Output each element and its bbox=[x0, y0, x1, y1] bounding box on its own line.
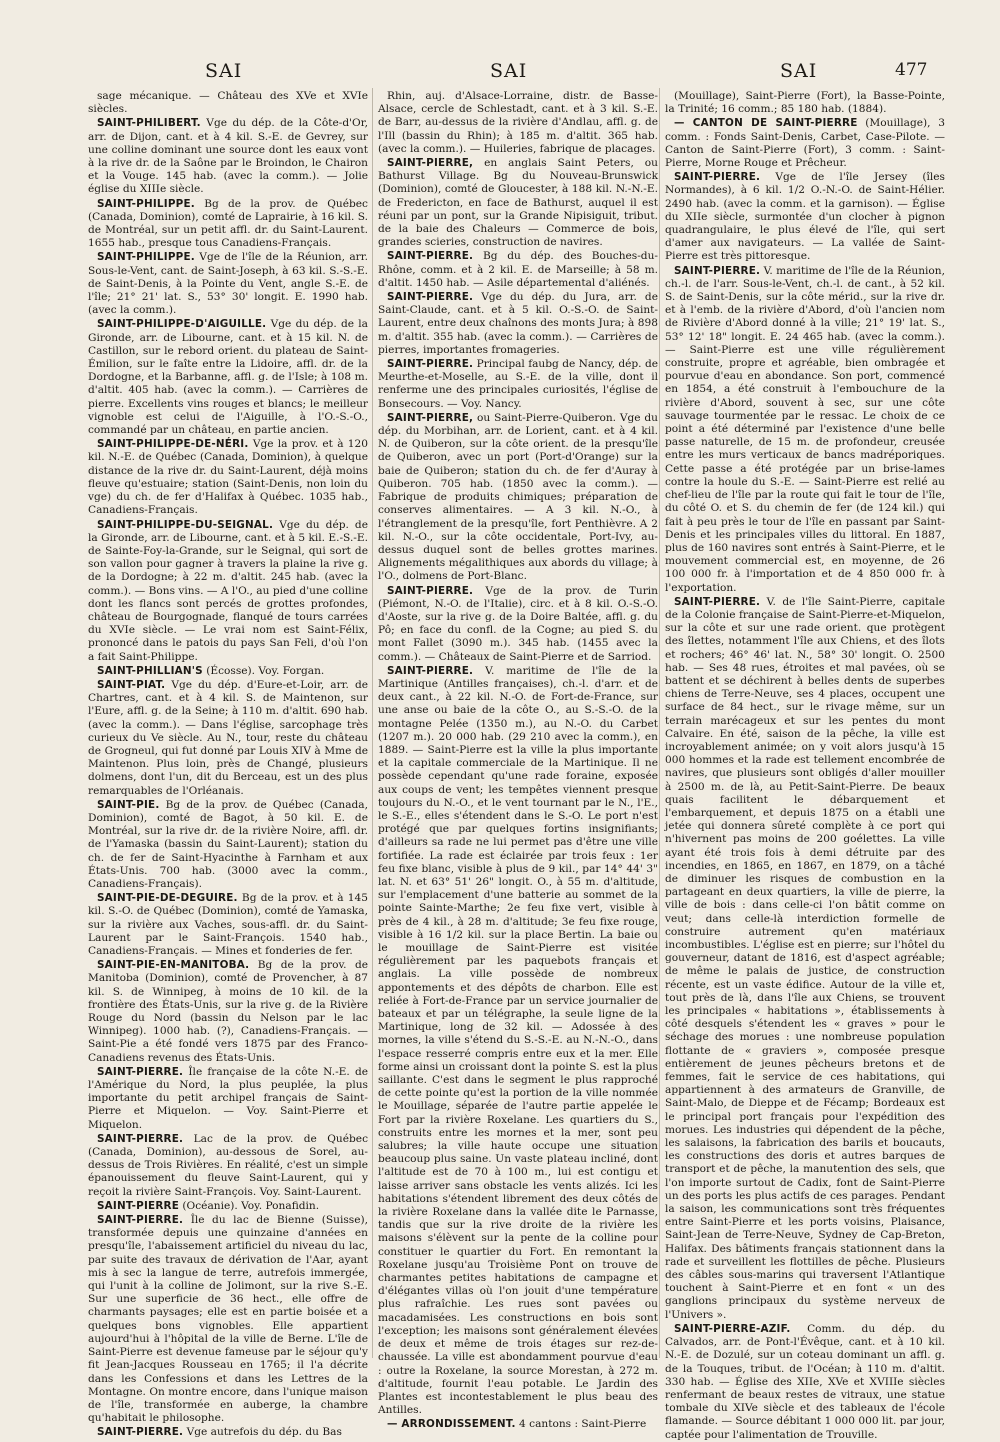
entry-text: (Océanie). Voy. Ponafidin. bbox=[182, 1199, 320, 1212]
entry-headword: SAINT-PIERRE bbox=[97, 1199, 180, 1212]
dictionary-entry bbox=[88, 679, 368, 798]
entry-headword: SAINT-PIERRE. bbox=[387, 664, 474, 677]
dictionary-entry bbox=[88, 318, 368, 437]
dictionary-entry bbox=[88, 1066, 368, 1132]
entry-headword: SAINT-PIERRE. bbox=[387, 250, 474, 263]
entry-text: ou Saint-Pierre-Quiberon. Vge du dép. du Morbihan, arr. de Lorient, cant. et à 4 kil. N. de Quiberon, sur la côte orient. de la presqu'île de Quiberon, avec un port (Port-d'Orange) sur la baie de Quiberon; station du ch. de fer d'Auray à Quiberon. 705 hab. (1850 avec la comm.). — Fabrique de produits chimiques; préparation de conserves alimentaires. — A 3 kil. N.-O., à l'étranglement de la presqu'île, fort Penthièvre. A 2 kil. N.-O., sur la côte occidentale, Port-Ivy, au-dessus duquel sont de belles grottes marines. Alignements mégalithiques aux abords du village; à l'O., dolmens de Port-Blanc. bbox=[378, 411, 658, 583]
entry-text: Principal faubg de Nancy, dép. de Meurthe-et-Moselle, au S.-E. de la ville, dont il renferme une des principales curiosités, l'église de Bonsecours. — Voy. Nancy. bbox=[378, 358, 658, 410]
entry-text: Comm. du dép. du Calvados, arr. de Pont-l'Évêque, cant. et à 10 kil. N.-E. de Dozulé, sur un coteau dominant un affl. g. de la Touques, tribut. de l'Océan; à 110 m. d'altit. 330 hab. — Église des XIIe, XVe et XVIIIe siècles renfermant de beaux restes de vitraux, une statue tombale du XIVe siècle et des tableaux de l'école flamande. — Source débitant 1 000 000 lit. par jour, captée pour l'alimentation de Trouville. bbox=[665, 1322, 946, 1441]
dictionary-entry bbox=[88, 799, 368, 891]
entry-headword: SAINT-PIERRE. bbox=[674, 264, 761, 277]
dictionary-entry bbox=[378, 665, 658, 1418]
dictionary-entry bbox=[88, 1426, 368, 1439]
dictionary-entry bbox=[88, 251, 368, 317]
entry-text: Vge du dép. de la Côte-d'Or, arr. de Dijon, cant. et à 4 kil. S.-E. de Gevrey, sur une colline dominant une source dont les eaux vont à la rive dr. de la Saône par le Broindon, le Chairon et la Vouge. 145 hab. (avec la comm.). — Jolie église du XIIIe siècle. bbox=[88, 117, 368, 196]
entry-text: Vge de la prov. de Turin (Piémont, N.-O. de l'Italie), circ. et à 8 kil. O.-S.-O. d'Aoste, sur la rive g. de la Doire Baltée, affl. g. du Pô; en face du confl. de la Cogne; au pied S. du mont Fallet (3090 m.). 345 hab. (1455 avec la comm.). — Châteaux de Saint-Pierre et de Sarriod. bbox=[378, 584, 658, 663]
entry-headword: SAINT-PIERRE. bbox=[674, 595, 761, 608]
entry-headword: — CANTON DE SAINT-PIERRE bbox=[674, 117, 858, 130]
dictionary-entry bbox=[88, 959, 368, 1065]
dictionary-entry bbox=[665, 117, 945, 170]
entry-text: Vge de l'île Jersey (îles Normandes), à 6 kil. 1/2 O.-N.-O. de Saint-Hélier. 2490 hab. (avec la comm. et la garnison). — Église du XIIe siècle, surmontée d'un clocher à pignon quadrangulaire, le plus élevé de l'île, qui sert d'amer aux navigateurs. — La vallée de Saint-Pierre est très pittoresque. bbox=[665, 171, 945, 263]
column-1 bbox=[88, 90, 369, 1439]
entry-headword: SAINT-PIERRE-AZIF. bbox=[674, 1322, 791, 1335]
entry-text: Île française de la côte N.-E. de l'Amérique du Nord, la plus peuplée, la plus importante du petit archipel français de Saint-Pierre et Miquelon. — Voy. Saint-Pierre et Miquelon. bbox=[88, 1065, 369, 1131]
entry-text: (Écosse). Voy. Forgan. bbox=[206, 664, 325, 677]
dictionary-entry bbox=[88, 198, 368, 251]
dictionary-entry bbox=[665, 171, 945, 263]
running-head-left: SAI bbox=[205, 60, 243, 82]
dictionary-entry bbox=[88, 1200, 368, 1213]
entry-headword: SAINT-PIERRE, bbox=[387, 157, 474, 170]
dictionary-entry bbox=[88, 1214, 368, 1425]
dictionary-entry bbox=[665, 1323, 945, 1442]
entry-text: Bg de la prov. et à 145 kil. S.-O. de Québec (Dominion), comté de Yamaska, sur la rivière aux Vaches, sous-affl. dr. du Saint-Laurent par le Saint-François. 1540 hab., Canadiens-Français. — Mines et fonderies de fer. bbox=[88, 892, 368, 957]
dictionary-entry bbox=[378, 250, 658, 290]
dictionary-entry bbox=[378, 90, 658, 156]
entry-text: Vge du dép. de la Gironde, arr. de Libourne, cant. et à 15 kil. N. de Castillon, sur le rebord orient. du plateau de Saint-Émilion, sur le faîte entre la Lidoire, affl. dr. de la Dordogne, et la Barbanne, affl. g. de l'Isle; à 108 m. d'altit. 405 hab. (avec la comm.). — Carrières de pierre. Excellents vins rouges et blancs; le meilleur vignoble est celui de l'Aiguille, à l'O.-S.-O., commandé par un château, en partie ancien. bbox=[88, 318, 369, 437]
column-3 bbox=[665, 90, 946, 1441]
running-head-center: SAI bbox=[490, 60, 528, 82]
entry-text: Vge du dép. de la Gironde, arr. de Libourne, cant. et à 5 kil. E.-S.-E. de Sainte-Foy-la-Grande, sur le Seignal, qui sort de son vallon pour gagner à travers la plaine la rive g. de la Dordogne; à 22 m. d'altit. 245 hab. (avec la comm.). — Bons vins. — A l'O., au pied d'une colline dont les flancs sont percés de grottes profondes, château de Bourgognade, flanqué de tours carrées du XVIe siècle. — Le vrai nom est Saint-Félix, prononcé dans le patois du pays San Feli, d'où l'on a fait Saint-Philippe. bbox=[88, 518, 368, 663]
entry-text: 4 cantons : Saint-Pierre bbox=[519, 1418, 647, 1431]
entry-text: Vge la prov. et à 120 kil. N.-E. de Québec (Canada, Dominion), à quelque distance de la rive dr. du Saint-Laurent, déjà moins fleuve qu'estuaire; station (Saint-Denis, non loin du vge) du ch. de fer d'Halifax à Québec. 1035 hab., Canadiens-Français. bbox=[88, 438, 369, 517]
dictionary-entry bbox=[378, 157, 658, 249]
entry-text: Rhin, auj. d'Alsace-Lorraine, distr. de Basse-Alsace, cercle de Schlestadt, cant. et à 3 kil. S.-E. de Barr, au-dessus de la rivière d'Andlau, affl. g. de l'Ill (bassin du Rhin); à 185 m. d'altit. 365 hab. (avec la comm.). — Huileries, fabrique de placages. bbox=[378, 90, 658, 155]
entry-text: Vge autrefois du dép. du Bas bbox=[186, 1426, 342, 1439]
entry-headword: SAINT-PHILIBERT. bbox=[97, 117, 201, 130]
entry-headword: SAINT-PIERRE. bbox=[97, 1214, 184, 1227]
entry-text: Vge du dép. d'Eure-et-Loir, arr. de Chartres, cant. et à 4 kil. S. de Maintenon, sur l'Eure, affl. g. de la Seine; à 110 m. d'altit. 690 hab. (avec la comm.). — Dans l'église, sarcophage très curieux du Ve siècle. Au N., tour, reste du château de Grogneul, qui fut donné par Louis XIV à Mme de Maintenon. Plus loin, près de Changé, plusieurs dolmens, dont l'un, dit du Berceau, est un des plus remarquables de l'Orléanais. bbox=[88, 678, 368, 797]
entry-text: Vge de l'île de la Réunion, arr. Sous-le-Vent, cant. de Saint-Joseph, à 63 kil. S.-S.-E. de Saint-Denis, à la Pointe du Vent, angle S.-E. de l'île; 21° 21' lat. S., 53° 30' longit. E. 1990 hab. (avec la comm.). bbox=[88, 251, 368, 317]
dictionary-entry bbox=[88, 665, 368, 678]
entry-headword: SAINT-PIE-EN-MANITOBA. bbox=[97, 959, 250, 972]
dictionary-entry bbox=[88, 438, 368, 517]
entry-text: Vge du dép. du Jura, arr. de Saint-Claude, cant. et à 5 kil. O.-S.-O. de Saint-Laurent, entre deux chaînons des monts Jura; à 898 m. d'altit. 355 hab. (avec la comm.). — Carrières de pierres, importantes fromageries. bbox=[378, 291, 658, 356]
entry-text: Bg du dép. des Bouches-du-Rhône, comm. et à 2 kil. E. de Marseille; à 58 m. d'altit. 1450 hab. — Asile départemental d'aliénés. bbox=[378, 250, 658, 289]
entry-headword: SAINT-PIE-DE-DEGUIRE. bbox=[97, 892, 238, 905]
entry-text: V. maritime de l'île de la Réunion, ch.-l. de l'arr. Sous-le-Vent, ch.-l. de cant., à 52 kil. S. de Saint-Denis, sur la côte mérid., sur la rive dr. et à l'emb. de la rivière d'Abord, d'où l'ancien nom de Rivière d'Abord donné à la ville; 21° 19' lat. S., 53° 12' 18" longit. E. 24 465 hab. (avec la comm.). — Saint-Pierre est une ville régulièrement construite, propre et agréable, bien ombragée et pourvue d'eau en abondance. Son port, commencé en 1854, a été construit à l'embouchure de la rivière d'Abord, souvent à sec, sur une côte sauvage tourmentée par le ressac. Le choix de ce point a été déterminé par l'existence d'une belle passe naturelle, de 15 m. de profondeur, creusée entre les murs verticaux de bancs madréporiques. Cette passe a été protégée par un brise-lames contre la houle du S.-E. — Saint-Pierre est relié au chef-lieu de l'île par la route qui fait le tour de l'île, du côté O. et S. du chemin de fer (de 124 kil.) qui fait à peu près le tour de l'île en passant par Saint-Denis et les principales villes du littoral. En 1887, plus de 160 navires sont entrés à Saint-Pierre, et le mouvement commercial est, en moyenne, de 26 100 000 fr. à l'importation et de 4 850 000 fr. à l'exportation. bbox=[665, 264, 945, 594]
entry-headword: SAINT-PIERRE. bbox=[387, 358, 474, 371]
dictionary-entry bbox=[378, 291, 658, 357]
entry-headword: SAINT-PIERRE. bbox=[97, 1132, 184, 1145]
entry-headword: SAINT-PHILIPPE. bbox=[97, 251, 195, 264]
entry-text: en anglais Saint Peters, ou Bathurst Village. Bg du Nouveau-Brunswick (Dominion), comté de Gloucester, à 188 kil. N.-N.-E. de Fredericton, en face de Bathurst, auquel il est réuni par un pont, sur la Grande Nipisiguit, tribut. de la baie des Chaleurs — Commerce de bois, grandes scieries, construction de navires. bbox=[378, 157, 658, 249]
page-number: 477 bbox=[895, 60, 928, 80]
entry-text: sage mécanique. — Château des XVe et XVIe siècles. bbox=[88, 90, 368, 116]
entry-headword: SAINT-PHILIPPE-DU-SEIGNAL. bbox=[97, 518, 274, 531]
entry-text: Bg de la prov. de Québec (Canada, Dominion), comté de Laprairie, à 16 kil. S. de Montréal, sur un petit affl. dr. du Saint-Laurent. 1655 hab., presque tous Canadiens-Français. bbox=[88, 197, 368, 250]
entry-text: (Mouillage), Saint-Pierre (Fort), la Basse-Pointe, la Trinité; 16 comm.; 85 180 hab. (1884). bbox=[665, 90, 945, 116]
entry-headword: SAINT-PHILIPPE-DE-NÉRI. bbox=[97, 438, 249, 451]
entry-headword: SAINT-PIERRE. bbox=[97, 1426, 184, 1439]
dictionary-entry bbox=[88, 1133, 368, 1199]
entry-text: Île du lac de Bienne (Suisse), transformée depuis une quinzaine d'années en presqu'île, l'abaissement artificiel du niveau du lac, par suite des travaux de dérivation de l'Aar, ayant mis à sec la langue de terre, autrefois immergée, qui l'unit à la colline de Jolimont, sur la rive S.-E. Sur une superficie de 36 hect., elle offre de charmants paysages; elle est en partie boisée et a quelques bons vignobles. Elle appartient aujourd'hui à l'hôpital de la ville de Berne. L'île de Saint-Pierre est devenue fameuse par le séjour qu'y fit Jean-Jacques Rousseau en 1765; il l'a décrite dans les Confessions et dans les Lettres de la Montagne. On montre encore, dans l'unique maison de l'île, transformée en auberge, la chambre qu'habitait le philosophe. bbox=[88, 1214, 368, 1425]
dictionary-entry bbox=[88, 892, 368, 958]
entry-headword: SAINT-PIAT. bbox=[97, 678, 166, 691]
entry-headword: SAINT-PIE. bbox=[97, 798, 160, 811]
running-head-right: SAI bbox=[780, 60, 818, 82]
column-2 bbox=[378, 90, 658, 1431]
entry-text: (Mouillage), 3 comm. : Fonds Saint-Denis, Carbet, Case-Pilote. — Canton de Saint-Pierre (Fort), 3 comm. : Saint-Pierre, Morne Rouge et Prêcheur. bbox=[665, 117, 945, 170]
entry-text: V. de l'île Saint-Pierre, capitale de la Colonie française de Saint-Pierre-et-Miquelon, sur la côte et sur une rade orient. que protègent des îlettes, notamment l'île aux Chiens, et des îlots et rochers; 46° 46' lat. N., 58° 30' longit. O. 2500 hab. — Ses 48 rues, étroites et mal pavées, où se battent et se déchirent à belles dents de superbes chiens de Terre-Neuve, ses 4 places, occupent une surface de 84 hect., sur le rivage même, sur un terrain marécageux et sur les pentes du mont Calvaire. En été, saison de la pêche, la ville est incroyablement animée; on y voit alors jusqu'à 15 000 hommes et la rade est tellement encombrée de navires, que plusieurs sont obligés d'aller mouiller à 2500 m. de là, au Petit-Saint-Pierre. De beaux quais facilitent le débarquement et l'embarquement, et depuis 1875 on a établi une jetée qui donnera sûreté complète à ce port qui n'hivernent pas moins de 200 goélettes. La ville ayant été trois fois à demi détruite par des incendies, en 1865, en 1867, en 1879, on a tâché de diminuer les risques de combustion en la partageant en deux quartiers, la ville de pierre, la ville de bois : dans celle-ci l'on bâtit comme on veut; dans celle-là interdiction formelle de construire autrement qu'en matériaux incombustibles. L'église est en pierre; sur l'hôtel du gouverneur, datant de 1816, est d'aspect agréable; de même le palais de justice, de construction récente, est un vaste édifice. Autour de la ville et, tout près de là, dans l'île aux Chiens, se trouvent les principales « habitations », établissements à côté desquels s'étendent les « graves » pour le séchage des morues : une nombreuse population flottante de « graviers », composée presque entièrement de jeunes pêcheurs bretons et de femmes, fait le service de ces habitations, qui appartiennent à des armateurs de Granville, de Saint-Malo, de Dieppe et de Fécamp; Bordeaux est le principal port français pour l'expédition des morues. Les industries qui dépendent de la pêche, les salaisons, la fabrication des barils et boucauts, les constructions des doris et autres barques de transport et de pêche, la manutention des sels, que l'on importe surtout de Cadix, font de Saint-Pierre un des ports les plus actifs de ces parages. Pendant la saison, les communications sont très fréquentes entre Saint-Pierre et les ports voisins, Plaisance, Saint-Jean de Terre-Neuve, Sydney de Cap-Breton, Halifax. Des bâtiments français stationnent dans la rade et surveillent les flottilles de pêche. Plusieurs des câbles sous-marins qui traversent l'Atlantique touchent à Saint-Pierre et en font « un des ganglions principaux du système nerveux de l'Univers ». bbox=[665, 595, 945, 1321]
dictionary-entry bbox=[88, 519, 368, 664]
entry-headword: SAINT-PIERRE, bbox=[387, 411, 474, 424]
entry-headword: SAINT-PHILIPPE. bbox=[97, 197, 195, 210]
entry-text: V. maritime de l'île de la Martinique (Antilles françaises), ch.-l. d'arr. et de deux cant., à 22 kil. N.-O. de Fort-de-France, sur une anse ou baie de la côte O., au S.-S.-O. de la montagne Pelée (1350 m.), au N.-O. du Carbet (1207 m.). 20 000 hab. (29 210 avec la comm.), en 1889. — Saint-Pierre est la ville la plus importante et la capitale commerciale de la Martinique. Il ne possède cependant qu'une rade foraine, exposée aux coups de vent; les tempêtes viennent presque toujours du N.-O., et le vent tournant par le N., l'E., le S.-E., elles s'étendent dans le S.-O. Le port n'est protégé que par quelques fortins insignifiants; d'ailleurs sa rade ne lui permet pas d'être une ville fortifiée. La rade est éclairée par trois feux : 1er feu fixe blanc, visible à plus de 9 kil., par 14° 44' 3" lat. N. et 63° 51' 26" longit. O., à 55 m. d'altitude, sur l'emplacement d'une batterie au sommet de la pointe Sainte-Marthe; 2e feu fixe vert, visible à près de 4 kil., à 28 m. d'altitude; 3e feu fixe rouge, visible à 16 1/2 kil. sur la place Bertin. La baie ou le mouillage de Saint-Pierre est visitée régulièrement par les paquebots français et anglais. La ville possède de nombreux appontements et des dépôts de charbon. Elle est reliée à Fort-de-France par un service journalier de bateaux et par un télégraphe, la seule ligne de la Martinique, long de 32 kil. — Adossée à des mornes, la ville s'étend du S.-S.-E. au N.-N.-O., dans l'espace resserré compris entre eux et la mer. Elle forme ainsi un croissant dont la pointe S. est la plus saillante. C'est dans le segment le plus rapproché de cette pointe qu'est la portion de la ville nommée le Mouillage, séparée de l'autre partie appelée le Fort par la rivière Roxelane. Les quartiers du S., construits entre les mornes et la mer, sont peu salubres; la ville haute occupe une situation beaucoup plus saine. Un vaste plateau incliné, dont l'altitude est de 70 à 100 m., lui est contigu et laisse arriver sans obstacle les vents alizés. Ici les habitations s'étendent librement des deux côtés de la rivière Roxelane dans la vallée dite le Parnasse, tandis que sur la rive droite de la rivière les maisons s'élèvent sur la pente de la colline pour constituer le quartier du Fort. En remontant la Roxelane jusqu'au Troisième Pont on trouve de charmantes petites habitations de campagne et d'élégantes villas où l'on jouit d'une température plus rafraîchie. Les rues sont pavées ou macadamisées. Les constructions en bois sont l'exception; les maisons sont généralement élevées de deux et même de trois étages sur rez-de-chaussée. La ville est abondamment pourvue d'eau : outre la Roxelane, la source Morestan, à 272 m. d'altitude, fournit l'eau potable. Le Jardin des Plantes est incontestablement le plus beau des Antilles. bbox=[378, 664, 658, 1417]
entry-text: Lac de la prov. de Québec (Canada, Dominion), au-dessous de Sorel, au-dessus de Trois Rivières. En réalité, c'est un simple épanouissement du fleuve Saint-Laurent, qui y reçoit la rivière Saint-François. Voy. Saint-Laurent. bbox=[88, 1132, 368, 1198]
dictionary-entry bbox=[88, 117, 368, 196]
dictionary-entry bbox=[378, 1418, 658, 1431]
entry-text: Bg de la prov. de Manitoba (Dominion), comté de Provencher, à 87 kil. S. de Winnipeg, à moins de 10 kil. de la frontière des États-Unis, sur la rive g. de la Rivière Rouge du Nord (bassin du Nelson par le lac Winnipeg). 1000 hab. (?), Canadiens-Français. — Saint-Pie a été fondé vers 1875 par des Franco-Canadiens revenus des États-Unis. bbox=[88, 959, 368, 1064]
dictionary-entry bbox=[88, 90, 368, 116]
dictionary-entry bbox=[378, 412, 658, 584]
entry-headword: SAINT-PHILLIAN'S bbox=[97, 664, 203, 677]
entry-text: Bg de la prov. de Québec (Canada, Dominion), comté de Bagot, à 50 kil. E. de Montréal, sur la rive dr. de la rivière Noire, affl. dr. de l'Yamaska (bassin du Saint-Laurent); station du ch. de fer de Saint-Hyacinthe à Farnham et aux États-Unis. 700 hab. (3000 avec la comm., Canadiens-Français). bbox=[88, 798, 368, 890]
dictionary-entry bbox=[665, 90, 945, 116]
entry-headword: SAINT-PHILIPPE-D'AIGUILLE. bbox=[97, 318, 267, 331]
dictionary-entry bbox=[665, 596, 945, 1322]
entry-headword: SAINT-PIERRE. bbox=[97, 1065, 184, 1078]
dictionary-entry bbox=[378, 585, 658, 664]
entry-headword: SAINT-PIERRE. bbox=[674, 171, 761, 184]
column-divider bbox=[659, 88, 660, 1358]
column-divider bbox=[372, 88, 373, 1358]
entry-headword: — ARRONDISSEMENT. bbox=[387, 1418, 516, 1431]
dictionary-entry bbox=[378, 358, 658, 411]
dictionary-entry bbox=[665, 265, 945, 595]
entry-headword: SAINT-PIERRE. bbox=[387, 584, 474, 597]
entry-headword: SAINT-PIERRE. bbox=[387, 291, 474, 304]
